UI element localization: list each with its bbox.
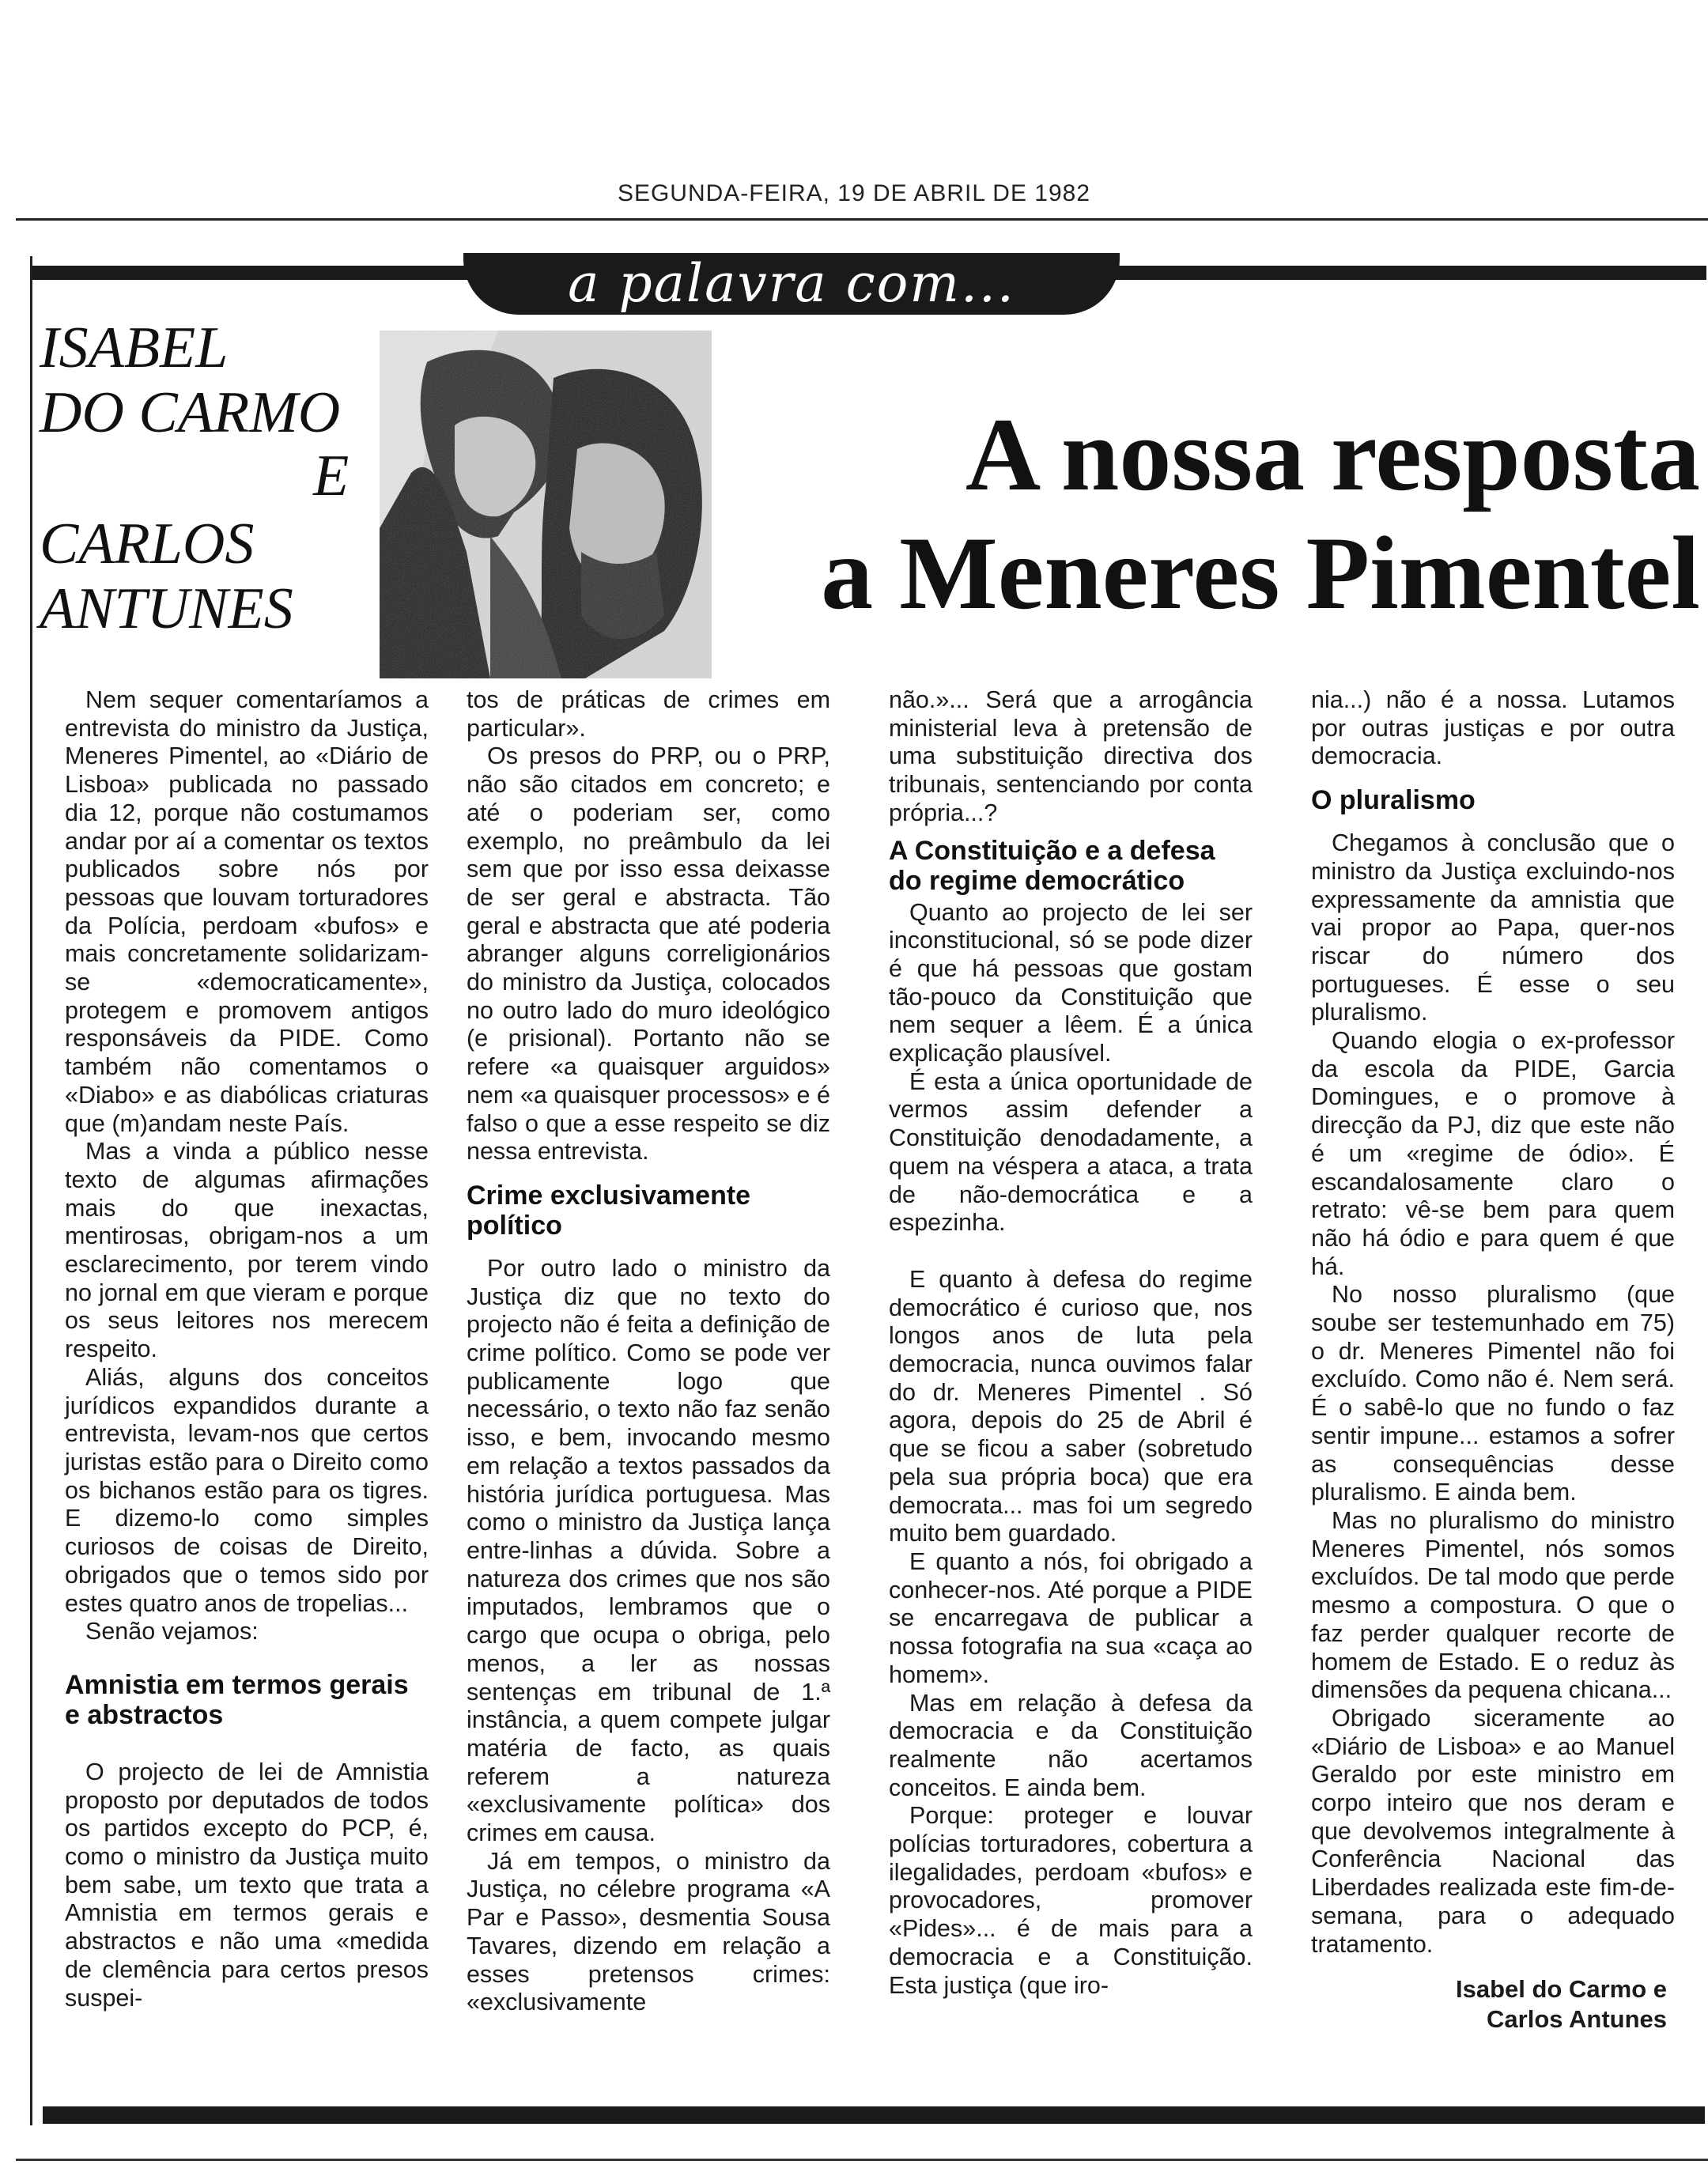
paragraph: Mas a vinda a público nesse texto de algumas afirmações mais do que inexactas, mentirosas, obrigam-nos a um esclarecimento, por terem vindo no jornal em que vieram e porque os seus leitores nos merecem respeito.	[65, 1138, 429, 1363]
paragraph: Quanto ao projecto de lei ser inconstitucional, só se pode dizer é que há pessoas que gostam tão-pouco da Constituição que nem sequer a lêem. É a única explicação plausível.	[889, 898, 1253, 1067]
signature	[1311, 1974, 1675, 2034]
section-heading: Crime exclusivamente político	[467, 1180, 751, 1241]
paragraph: não.»... Será que a arrogância ministerial leva à pretensão de uma substituição directiva dos tribunais, sentenciando por conta própria...?	[889, 686, 1253, 826]
author-line: E	[313, 444, 350, 508]
paragraph: E quanto à defesa do regime democrático é curioso que, nos longos anos de luta pela democracia, nunca ouvimos falar do dr. Meneres Pimentel . Só agora, depois do 25 de Abril é que se ficou a saber (sobretudo pela sua própria boca) que era democrata... mas foi um segredo muito bem guardado.	[889, 1265, 1253, 1547]
headline-line-1: A nossa resposta	[965, 396, 1700, 512]
author-line: ISABEL	[40, 315, 229, 380]
paragraph: Por outro lado o ministro da Justiça diz que no texto do projecto não é feita a definição de crime político. Como se pode ver publicamente logo que necessário, o texto não faz senão isso, e bem, invocando mesmo em relação a textos passados da história jurídica portuguesa. Mas como o ministro da Justiça lança entre-linhas a dúvida. Sobre a natureza dos crimes que nos são imputados, lembramos que o cargo que ocupa o obriga, pelo menos, a ler as nossas sentenças em tribunal de 1.ª instância, a quem compete julgar matéria de facto, as quais referem a natureza «exclusivamente política» dos crimes em causa.	[467, 1254, 830, 1847]
paragraph: Nem sequer comentaríamos a entrevista do ministro da Justiça, Meneres Pimentel, ao «Diário de Lisboa» publicada no passado dia 12, porque não costumamos andar por aí a comentar os textos publicados sobre nós por pessoas que louvam torturadores da Polícia, perdoam «bufos» e mais concretamente solidarizam-se «democraticamente», protegem e promovem antigos responsáveis da PIDE. Como também não comentamos o «Diabo» e as diabólicas criaturas que (m)andam neste País.	[65, 686, 429, 1137]
author-line: CARLOS	[40, 512, 255, 576]
author-line: DO CARMO	[40, 380, 341, 445]
signature-line: Carlos Antunes	[1487, 2005, 1667, 2034]
photo-icon	[380, 331, 712, 678]
section-heading: A Constituição e a defesa do regime democrático	[889, 835, 1215, 896]
paragraph: É esta a única oportunidade de vermos assim defender a Constituição denodadamente, a quem na véspera a ataca, a trata de não-democrática e a espezinha.	[889, 1067, 1253, 1237]
section-heading: O pluralismo	[1311, 785, 1476, 816]
paragraph: Chegamos à conclusão que o ministro da Justiça excluindo-nos expressamente da amnistia que vai propor ao Papa, quer-nos riscar do número dos portugueses. É esse o seu pluralismo.	[1311, 829, 1675, 1026]
headline-line-2: a Meneres Pimentel	[821, 515, 1700, 631]
author-line: ANTUNES	[40, 576, 293, 641]
signature-line: Isabel do Carmo e	[1455, 1975, 1667, 2004]
article-column-1	[65, 686, 429, 2012]
article-column-4	[1311, 686, 1675, 2034]
bottom-black-bar	[43, 2106, 1705, 2124]
paragraph: Porque: proteger e louvar polícias torturadores, cobertura a ilegalidades, perdoam «bufos» e provocadores, promover «Pides»... é de mais para a democracia e a Constituição. Esta justiça (que iro-	[889, 1802, 1253, 1999]
section-heading: Amnistia em termos gerais e abstractos	[65, 1669, 409, 1730]
section-banner: a palavra com...	[463, 253, 1120, 315]
paragraph: Obrigado siceramente ao «Diário de Lisboa» e ao Manuel Geraldo por este ministro em corpo inteiro que nos deram e que devolvemos integralmente à Conferência Nacional das Liberdades realizada este fim-de-semana, para o adequado tratamento.	[1311, 1704, 1675, 1958]
bottom-rule	[16, 2159, 1708, 2161]
paragraph: nia...) não é a nossa. Lutamos por outras justiças e por outra democracia.	[1311, 686, 1675, 770]
article-column-2	[467, 686, 830, 2017]
paragraph: Quando elogia o ex-professor da escola da PIDE, Garcia Domingues, e o promove à direcção da PJ, diz que este não é um «regime de ódio». É escandalosamente claro o retrato: vê-se bem para quem não há ódio e para quem é que há.	[1311, 1027, 1675, 1280]
paragraph: Mas no pluralismo do ministro Meneres Pimentel, nós somos excluídos. De tal modo que perde mesmo a compostura. O que o faz perder qualquer recorte de homem de Estado. E o reduz às dimensões da pequena chicana...	[1311, 1506, 1675, 1704]
paragraph: Mas em relação à defesa da democracia e da Constituição realmente não acertamos conceitos. E ainda bem.	[889, 1689, 1253, 1801]
top-rule	[16, 218, 1708, 221]
paragraph: tos de práticas de crimes em particular».	[467, 686, 830, 742]
box-left-rule	[30, 256, 32, 2125]
paragraph: Senão vejamos:	[85, 1618, 259, 1645]
paragraph: Os presos do PRP, ou o PRP, não são citados em concreto; e até o poderiam ser, como exemplo, no preâmbulo da lei sem que por isso essa deixasse de ser geral e abstracta. Tão geral e abstracta que até poderia abranger alguns correligionários do ministro da Justiça, colocados no outro lado do muro ideológico (e prisional). Portanto não se refere «a quaisquer arguidos» nem «a quaisquer processos» e é falso o que a esse respeito se diz nessa entrevista.	[467, 742, 830, 1165]
paragraph: Aliás, alguns dos conceitos jurídicos expandidos durante a entrevista, levam-nos que certos juristas estão para o Direito como os bichanos estão para os tigres. E dizemo-lo como simples curiosos de coisas de Direito, obrigados que o temos sido por estes quatro anos de tropelias...	[65, 1363, 429, 1617]
paragraph: No nosso pluralismo (que soube ser testemunhado em 75) o dr. Meneres Pimentel não foi excluído. Como não é. Nem será. É o sabê-lo que no fundo o faz sentir impune... estamos a sofrer as consequências desse pluralismo. E ainda bem.	[1311, 1281, 1675, 1506]
article-column-3	[889, 686, 1253, 2000]
paragraph: E quanto a nós, foi obrigado a conhecer-nos. Até porque a PIDE se encarregava de publicar a nossa fotografia na sua «caça ao homem».	[889, 1547, 1253, 1688]
paragraph: Já em tempos, o ministro da Justiça, no célebre programa «A Par e Passo», desmentia Sousa Tavares, dizendo em relação a esses pretensos crimes: «exclusivamente	[467, 1847, 830, 2016]
paragraph: O projecto de lei de Amnistia proposto por deputados de todos os partidos excepto do PCP, é, como o ministro da Justiça muito bem sabe, um texto que trata a Amnistia em termos gerais e abstractos e não uma «medida de clemência para certos presos suspei-	[65, 1758, 429, 2012]
headline	[735, 395, 1700, 633]
dateline: SEGUNDA-FEIRA, 19 DE ABRIL DE 1982	[617, 180, 1091, 206]
